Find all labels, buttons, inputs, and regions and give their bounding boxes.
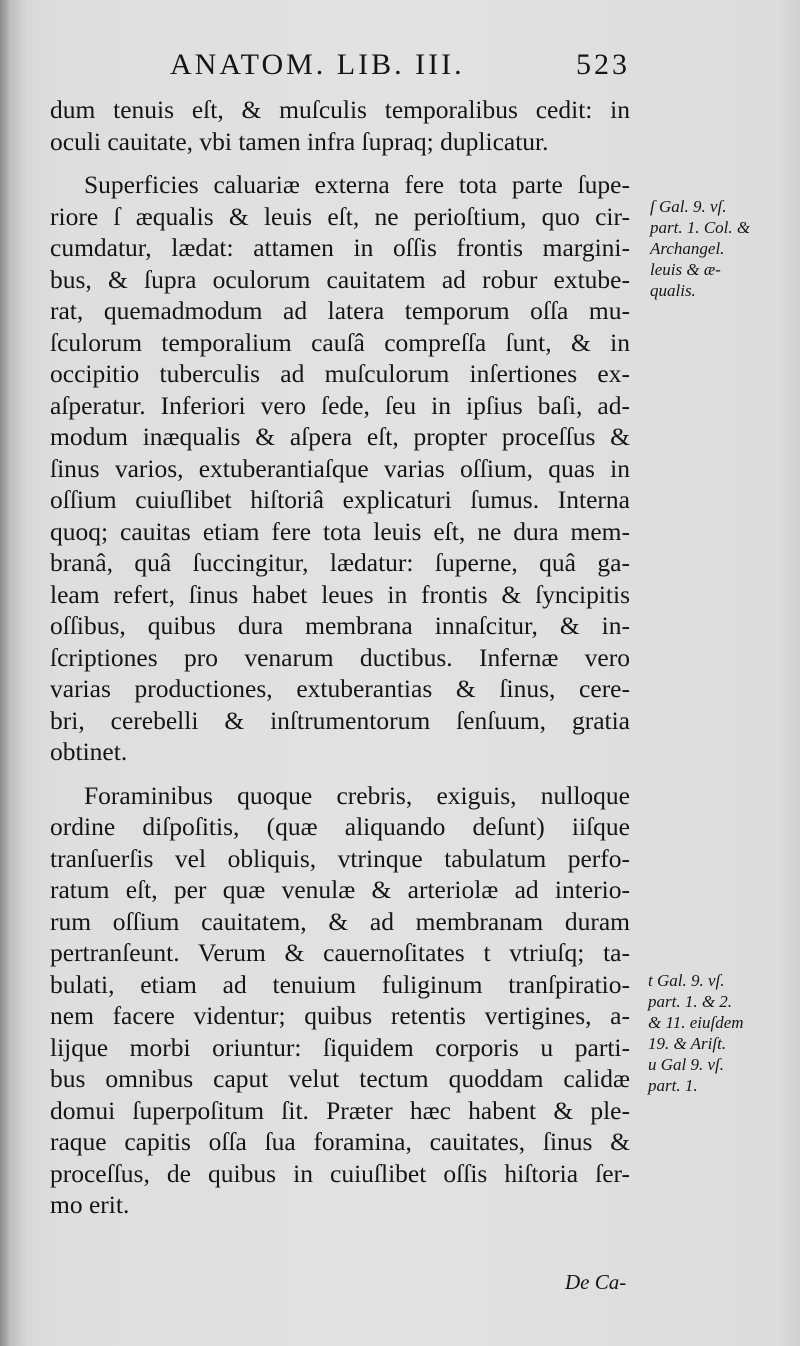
text-line: oculi cauitate, vbi tamen infra ſupraq; duplicatur. [50, 126, 549, 156]
margin-note-1: ſ Gal. 9. vſ. part. 1. Col. & Archangel. leuis & æ- qualis. [650, 197, 751, 300]
margin-note-2: t Gal. 9. vſ. part. 1. & 2. & 11. eiuſdem 19. & Ariſt. u Gal 9. vſ. part. 1. [648, 971, 744, 1095]
paragraph [50, 94, 630, 157]
text-line: domui ſuperpoſitum ſit. Præter hæc habent & ple- [50, 1095, 630, 1125]
text-line: oſſium cuiuſlibet hiſtoriâ explicaturi ſumus. Interna [50, 485, 630, 514]
text-line: leam refert, ſinus habet leues in frontis & ſyncipitis [50, 579, 630, 609]
page-number: 523 [576, 48, 630, 81]
text-line: dum tenuis eſt, & muſculis temporalibus cedit: in [50, 95, 630, 124]
text-line: tranſuerſis vel obliquis, vtrinque tabulatum perfo- [50, 843, 630, 873]
catchword: De Ca- [565, 1270, 627, 1294]
text-line: varias productiones, extuberantias & ſinus, cere- [50, 674, 630, 703]
paragraph-gap [50, 157, 630, 169]
text-line: ratum eſt, per quæ venulæ & arteriolæ ad interio- [50, 875, 630, 904]
text-line: modum inæqualis & aſpera eſt, propter proceſſus & [50, 422, 630, 451]
text-line: rum oſſium cauitatem, & ad membranam duram [50, 906, 630, 936]
text-line: bus omnibus caput velut tectum quoddam calidæ [50, 1064, 630, 1093]
text-line: oſſibus, quibus dura membrana innaſcitur, & in- [50, 611, 630, 640]
text-line: branâ, quâ ſuccingitur, lædatur: ſuperne, quâ ga- [50, 548, 630, 577]
text-line: ſinus varios, extuberantiaſque varias oſſium, quas in [50, 453, 630, 483]
text-line: Superficies caluariæ externa fere tota parte ſupe- [84, 170, 630, 199]
text-line: aſperatur. Inferiori vero ſede, ſeu in ipſius baſi, ad- [50, 390, 630, 420]
text-line: nem facere videntur; quibus retentis vertigines, a- [50, 1001, 630, 1030]
paragraph [50, 780, 630, 1221]
running-header [170, 48, 630, 88]
main-text [50, 94, 630, 1221]
text-line: quoq; cauitas etiam fere tota leuis eſt, ne dura mem- [50, 516, 630, 546]
text-line: Foraminibus quoque crebris, exiguis, nulloque [84, 780, 630, 810]
text-line: bus, & ſupra oculorum cauitatem ad robur extube- [50, 264, 630, 294]
text-line: bri, cerebelli & inſtrumentorum ſenſuum, gratia [50, 705, 630, 735]
text-line: mo erit. [50, 1190, 130, 1219]
text-line: occipitio tuberculis ad muſculorum inſertiones ex- [50, 359, 630, 388]
text-line: pertranſeunt. Verum & cauernoſitates t vtriuſq; ta- [50, 938, 630, 967]
text-line: ordine diſpoſitis, (quæ aliquando deſunt) iiſque [50, 812, 630, 841]
text-line: ſculorum temporalium cauſâ compreſſa ſunt, & in [50, 327, 630, 357]
text-line: obtinet. [50, 737, 128, 766]
text-line: lijque morbi oriuntur: ſiquidem corporis u parti- [50, 1032, 630, 1062]
text-line: rat, quemadmodum ad latera temporum oſſa mu- [50, 296, 630, 325]
text-line: proceſſus, de quibus in cuiuſlibet oſſis hiſtoria ſer- [50, 1158, 630, 1188]
running-title: ANATOM. LIB. III. [170, 48, 465, 81]
text-line: raque capitis oſſa ſua foramina, cauitates, ſinus & [50, 1127, 630, 1156]
paragraph-gap [50, 768, 630, 780]
paragraph [50, 169, 630, 768]
text-line: bulati, etiam ad tenuium fuliginum tranſpiratio- [50, 969, 630, 999]
text-line: riore ſ æqualis & leuis eſt, ne perioſtium, quo cir- [50, 201, 630, 231]
text-line: ſcriptiones pro venarum ductibus. Infernæ vero [50, 642, 630, 672]
text-line: cumdatur, lædat: attamen in oſſis frontis margini- [50, 233, 630, 262]
